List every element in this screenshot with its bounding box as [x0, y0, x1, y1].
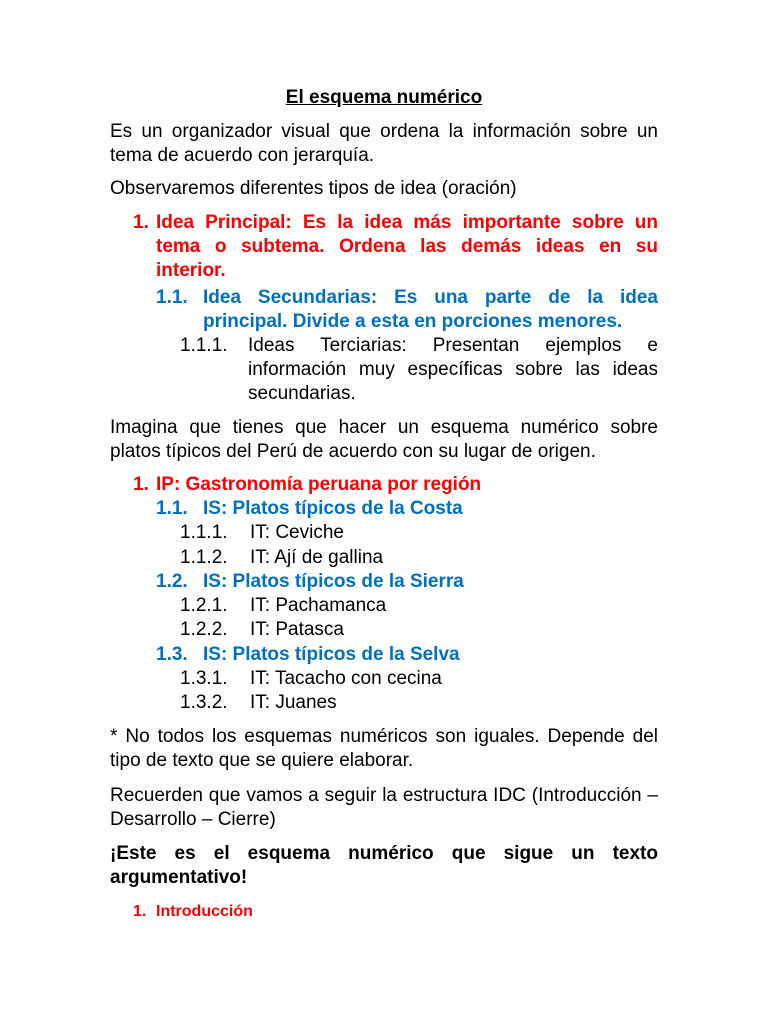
final-item [133, 900, 658, 922]
example-it-item [180, 691, 658, 715]
level-2-item [156, 286, 658, 334]
example-it-text: IT: Ceviche [250, 522, 344, 543]
remember-paragraph: Recuerden que vamos a seguir la estructura IDC (Introducción – Desarrollo – Cierre) [110, 785, 658, 830]
level-2-number: 1.1. [156, 287, 188, 308]
intro-paragraph: Es un organizador visual que ordena la información sobre un tema de acuerdo con jerarquía. [110, 121, 658, 166]
example-is-number: 1.2. [156, 571, 188, 592]
example-ip-number: 1. [133, 474, 149, 495]
types-intro-paragraph: Observaremos diferentes tipos de idea (oración) [110, 178, 517, 199]
example-it-text: IT: Pachamanca [250, 595, 387, 616]
example-intro-paragraph: Imagina que tienes que hacer un esquema numérico sobre platos típicos del Perú de acuerdo con su lugar de origen. [110, 417, 658, 462]
example-it-item [180, 546, 658, 570]
level-1-text: Idea Principal: Es la idea más importante sobre un tema o subtema. Ordena las demás ideas en su interior. [156, 212, 658, 281]
example-it-item [180, 618, 658, 642]
example-it-item [180, 594, 658, 618]
example-it-number: 1.2.1. [180, 595, 228, 616]
final-item-number: 1. [133, 903, 147, 920]
example-is-sierra [156, 570, 658, 594]
example-it-number: 1.1.1. [180, 522, 228, 543]
example-is-number: 1.3. [156, 644, 188, 665]
example-is-costa [156, 497, 658, 521]
level-3-number: 1.1.1. [180, 335, 228, 356]
level-2-text: Idea Secundarias: Es una parte de la idea principal. Divide a esta en porciones menores. [203, 287, 658, 332]
final-item-text: Introducción [156, 903, 253, 920]
example-is-text: IS: Platos típicos de la Sierra [203, 571, 464, 592]
example-is-number: 1.1. [156, 498, 188, 519]
note-paragraph: * No todos los esquemas numéricos son iguales. Depende del tipo de texto que se quiere elaborar. [110, 726, 658, 771]
example-it-text: IT: Ají de gallina [250, 547, 384, 568]
example-it-number: 1.3.2. [180, 692, 228, 713]
example-it-item [180, 667, 658, 691]
example-it-number: 1.1.2. [180, 547, 228, 568]
example-it-text: IT: Tacacho con cecina [250, 668, 442, 689]
level-1-item [133, 211, 658, 283]
argument-heading: ¡Este es el esquema numérico que sigue un texto argumentativo! [110, 843, 658, 888]
example-it-number: 1.3.1. [180, 668, 228, 689]
level-3-item [180, 334, 658, 406]
example-it-text: IT: Patasca [250, 619, 344, 640]
example-ip-text: IP: Gastronomía peruana por región [156, 474, 482, 495]
level-3-text: Ideas Terciarias: Presentan ejemplos e información muy específicas sobre las ideas secundarias. [248, 335, 658, 404]
example-is-text: IS: Platos típicos de la Selva [203, 644, 460, 665]
example-ip-item [133, 473, 658, 497]
page-title: El esquema numérico [285, 87, 483, 108]
example-it-number: 1.2.2. [180, 619, 228, 640]
example-is-selva [156, 643, 658, 667]
example-is-text: IS: Platos típicos de la Costa [203, 498, 463, 519]
level-1-number: 1. [133, 212, 149, 233]
example-it-item [180, 521, 658, 545]
example-it-text: IT: Juanes [250, 692, 337, 713]
